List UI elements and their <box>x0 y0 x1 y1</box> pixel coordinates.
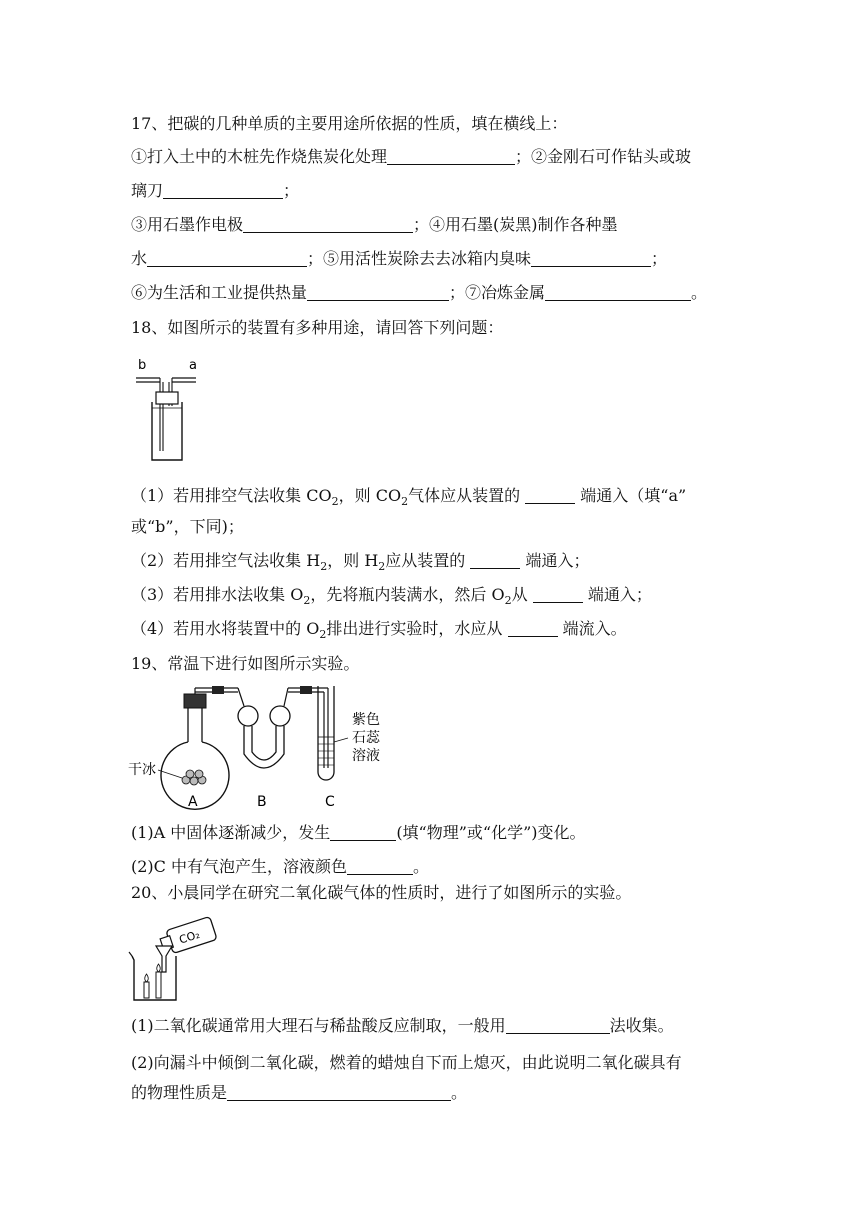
q19-title: 19、常温下进行如图所示实验。 <box>131 654 360 673</box>
q19-sub-2: (2)C 中有气泡产生，溶液颜色 。 <box>131 857 430 876</box>
dry-ice-apparatus-figure <box>128 682 398 812</box>
q17-line-1: ①打入土中的木桩先作烧焦炭化处理 ；②金刚石可作钻头或玻 <box>131 147 692 166</box>
q20-title: 20、小晨同学在研究二氧化碳气体的性质时，进行了如图所示的实验。 <box>131 883 632 902</box>
q17-line-4: 水 ；⑤用活性炭除去去冰箱内臭味 ； <box>131 249 668 268</box>
svg-text:A: A <box>188 794 198 810</box>
q18-sub-4: （4）若用水将装置中的 $O_2$排出进行实验时，水应从 端流入。 <box>131 619 627 642</box>
svg-text:b: b <box>138 358 147 373</box>
q20-sub-2-cont: 的物理性质是 。 <box>131 1083 468 1102</box>
svg-text:石蕊: 石蕊 <box>352 730 380 746</box>
answer-blank[interactable] <box>307 284 449 301</box>
svg-text:紫色: 紫色 <box>352 712 380 728</box>
svg-text:溶液: 溶液 <box>352 748 380 764</box>
answer-blank[interactable] <box>508 620 558 637</box>
q19-sub-1: (1)A 中固体逐渐减少，发生 (填“物理”或“化学”)变化。 <box>131 823 586 842</box>
answer-blank[interactable] <box>330 824 396 841</box>
answer-blank[interactable] <box>227 1084 451 1101</box>
answer-blank[interactable] <box>525 487 575 504</box>
q20-sub-2: (2)向漏斗中倾倒二氧化碳，燃着的蜡烛自下而上熄灭，由此说明二氧化碳具有 <box>131 1053 682 1072</box>
q18-sub-1: （1）若用排空气法收集 $CO_2$，则 $CO_2$气体应从装置的 端通入（填“a” <box>131 486 687 509</box>
answer-blank[interactable] <box>531 250 651 267</box>
svg-text:C: C <box>325 794 335 810</box>
answer-blank[interactable] <box>506 1017 610 1034</box>
q17-line-5: ⑥为生活和工业提供热量 ；⑦冶炼金属 。 <box>131 283 708 302</box>
co2-candle-figure <box>126 916 222 1004</box>
answer-blank[interactable] <box>147 250 307 267</box>
svg-text:a: a <box>189 358 197 373</box>
answer-blank[interactable] <box>243 216 413 233</box>
answer-blank[interactable] <box>387 148 515 165</box>
q18-sub-1-cont: 或“b”，下同)； <box>131 517 244 536</box>
answer-blank[interactable] <box>533 586 583 603</box>
q18-sub-3: （3）若用排水法收集 $O_2$，先将瓶内装满水，然后 $O_2$从 端通入； <box>131 585 652 608</box>
q17-line-3: ③用石墨作电极 ；④用石墨(炭黑)制作各种墨 <box>131 215 618 234</box>
answer-blank[interactable] <box>347 858 413 875</box>
svg-text:干冰: 干冰 <box>128 762 156 778</box>
q18-title: 18、如图所示的装置有多种用途，请回答下列问题： <box>131 318 504 337</box>
q18-sub-2: （2）若用排空气法收集 $H_2$，则 $H_2$应从装置的 端通入； <box>131 551 590 574</box>
gas-washing-bottle-figure <box>132 356 212 466</box>
answer-blank[interactable] <box>163 182 283 199</box>
answer-blank[interactable] <box>470 552 520 569</box>
answer-blank[interactable] <box>545 284 691 301</box>
q20-sub-1: (1)二氧化碳通常用大理石与稀盐酸反应制取，一般用 法收集。 <box>131 1016 674 1035</box>
svg-text:B: B <box>257 794 267 810</box>
svg-text:CO₂: CO₂ <box>177 927 202 947</box>
q17-line-2: 璃刀 ； <box>131 181 300 200</box>
q17-title: 17、把碳的几种单质的主要用途所依据的性质，填在横线上： <box>131 114 568 133</box>
